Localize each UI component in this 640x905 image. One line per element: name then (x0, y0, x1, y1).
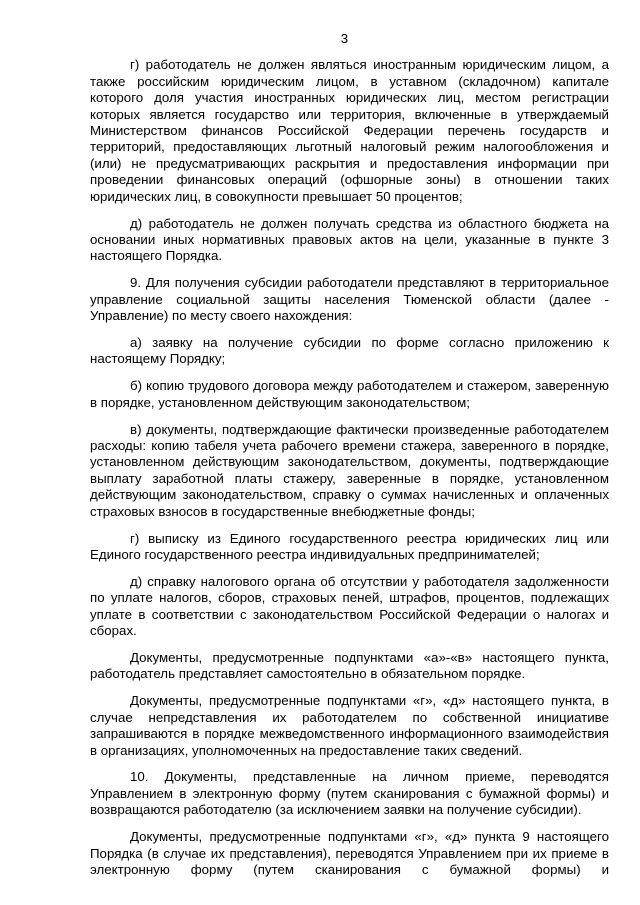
paragraph-documents-g-d: Документы, предусмотренные подпунктами «г», «д» настоящего пункта, в случае непредставления их работодателем по собственной инициативе запрашиваются в порядке межведомственного информационного взаимодействия в организациях, уполномоченных на предоставление таких сведений. (90, 693, 609, 758)
paragraph-9v: в) документы, подтверждающие фактически произведенные работодателем расходы: копию табеля учета рабочего времени стажера, заверенного в порядке, установленном действующим законодательством, документы, подтверждающие выплату заработной платы стажеру, заверенные в порядке, установленном действующим законодательством, справку о суммах начисленных и оплаченных страховых взносов в государственные внебюджетные фонды; (90, 421, 609, 519)
paragraph-4d: д) работодатель не должен получать средства из областного бюджета на основании иных нормативных правовых актов на цели, указанные в пункте 3 настоящего Порядка. (90, 215, 609, 264)
page-number: 3 (340, 31, 349, 46)
paragraph-9a: а) заявку на получение субсидии по форме согласно приложению к настоящему Порядку; (90, 335, 609, 367)
paragraph-9g: г) выписку из Единого государственного реестра юридических лиц или Единого государственного реестра индивидуальных предпринимателей; (90, 530, 609, 562)
paragraph-4g: г) работодатель не должен являться иностранным юридическим лицом, а также российским юридическим лицом, в уставном (складочном) капитале которого доля участия иностранных юридических лиц, местом регистрации которых является государство или территория, включенные в утверждаемый Министерством финансов Российской Федерации перечень государств и территорий, предоставляющих льготный налоговый режим налогообложения и (или) не предусматривающих раскрытия и предоставления информации при проведении финансовых операций (офшорные зоны) в отношении таких юридических лиц, в совокупности превышает 50 процентов; (90, 57, 609, 204)
paragraph-10: 10. Документы, представленные на личном приеме, переводятся Управлением в электронную форму (путем сканирования с бумажной формы) и возвращаются работодателю (за исключением заявки на получение субсидии). (90, 769, 609, 818)
paragraph-9: 9. Для получения субсидии работодатели представляют в территориальное управление социальной защиты населения Тюменской области (далее - Управление) по месту своего нахождения: (90, 275, 609, 324)
paragraph-documents-a-v: Документы, предусмотренные подпунктами «а»-«в» настоящего пункта, работодатель представляет самостоятельно в обязательном порядке. (90, 650, 609, 682)
paragraph-9b: б) копию трудового договора между работодателем и стажером, заверенную в порядке, установленном действующим законодательством; (90, 378, 609, 410)
paragraph-documents-scan: Документы, предусмотренные подпунктами «г», «д» пункта 9 настоящего Порядка (в случае их представления), переводятся Управлением при их приеме в электронную форму (путем сканирования с бумажной формы) и (90, 829, 609, 877)
document-body (90, 57, 609, 878)
paragraph-9d: д) справку налогового органа об отсутствии у работодателя задолженности по уплате налогов, сборов, страховых пеней, штрафов, процентов, подлежащих уплате в соответствии с законодательством Российской Федерации о налогах и сборах. (90, 573, 609, 639)
